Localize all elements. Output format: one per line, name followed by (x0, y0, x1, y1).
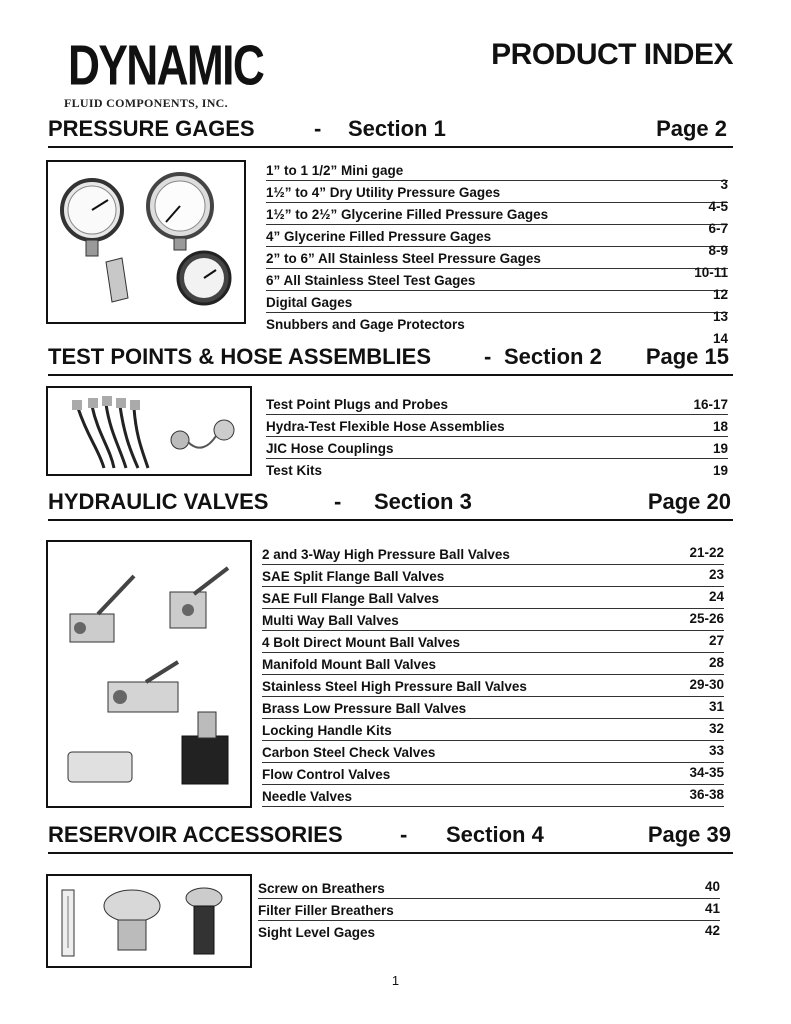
section-4-header (48, 818, 733, 854)
company-logo (62, 34, 292, 110)
list-item[interactable]: Manifold Mount Ball Valves 28 (262, 652, 724, 675)
section-number: Section 1 (348, 116, 446, 141)
list-item[interactable]: 4 Bolt Direct Mount Ball Valves 27 (262, 630, 724, 653)
section-sep: - (314, 116, 322, 141)
list-item[interactable]: 2” to 6” All Stainless Steel Pressure Gages 10-11 (266, 246, 728, 269)
list-item[interactable]: 6” All Stainless Steel Test Gages 12 (266, 268, 728, 291)
section-page: Page 15 (645, 344, 729, 369)
section-number: Section 4 (446, 822, 544, 847)
list-item[interactable]: JIC Hose Couplings 19 (266, 436, 728, 459)
section-name: RESERVOIR ACCESSORIES (48, 822, 343, 847)
list-item[interactable]: Sight Level Gages 42 (258, 923, 720, 940)
section-number: Section 3 (374, 489, 472, 514)
list-item[interactable]: Snubbers and Gage Protectors 14 (266, 317, 728, 346)
pressure-gages-photo (46, 160, 246, 324)
list-item[interactable]: Hydra-Test Flexible Hose Assemblies 18 (266, 414, 728, 437)
list-item[interactable]: Carbon Steel Check Valves 33 (262, 740, 724, 763)
section-name: PRESSURE GAGES (48, 116, 255, 141)
section-name: HYDRAULIC VALVES (48, 489, 269, 514)
gauge-icon (48, 162, 244, 322)
list-item[interactable]: Multi Way Ball Valves 25-26 (262, 608, 724, 631)
test-points-photo (46, 386, 252, 476)
list-item[interactable]: Filter Filler Breathers 41 (258, 898, 720, 921)
section-2-header (48, 340, 733, 376)
list-item[interactable]: Needle Valves 36-38 (262, 784, 724, 807)
section-number: Section 2 (504, 344, 602, 369)
list-item[interactable]: Digital Gages 13 (266, 290, 728, 313)
section-3-header (48, 485, 733, 521)
breather-icon (48, 876, 250, 966)
list-item[interactable]: 1½” to 4” Dry Utility Pressure Gages 4-5 (266, 180, 728, 203)
list-item[interactable]: Test Point Plugs and Probes 16-17 (266, 392, 728, 415)
logo-wordmark: DYNAMIC (68, 34, 264, 97)
section-sep: - (400, 822, 408, 847)
list-item[interactable]: Locking Handle Kits 32 (262, 718, 724, 741)
list-item[interactable]: Stainless Steel High Pressure Ball Valves 29-30 (262, 674, 724, 697)
list-item[interactable]: Flow Control Valves 34-35 (262, 762, 724, 785)
list-item[interactable]: Test Kits 19 (266, 463, 728, 478)
section-name: TEST POINTS & HOSE ASSEMBLIES (48, 344, 432, 369)
list-item[interactable]: Screw on Breathers 40 (258, 876, 720, 899)
page-number: 1 (391, 973, 400, 988)
section-page: Page 39 (647, 822, 731, 847)
list-item[interactable]: 1½” to 2½” Glycerine Filled Pressure Gages 6-7 (266, 202, 728, 225)
section-page: Page 20 (647, 489, 731, 514)
reservoir-accessories-photo (46, 874, 252, 968)
list-item[interactable]: Brass Low Pressure Ball Valves 31 (262, 696, 724, 719)
list-item[interactable]: 4” Glycerine Filled Pressure Gages 8-9 (266, 224, 728, 247)
list-item[interactable]: 2 and 3-Way High Pressure Ball Valves 21-22 (262, 542, 724, 565)
page-title: PRODUCT INDEX (491, 38, 733, 71)
section-sep: - (484, 344, 492, 369)
section-1-header (48, 112, 733, 148)
hose-icon (48, 388, 250, 474)
list-item[interactable]: 1” to 1 1/2” Mini gage 3 (266, 158, 728, 181)
logo-subtitle: FLUID COMPONENTS, INC. (64, 96, 228, 110)
list-item[interactable]: SAE Full Flange Ball Valves 24 (262, 586, 724, 609)
section-page: Page 2 (656, 116, 727, 141)
list-item[interactable]: SAE Split Flange Ball Valves 23 (262, 564, 724, 587)
section-sep: - (334, 489, 342, 514)
valve-icon (48, 542, 250, 806)
hydraulic-valves-photo (46, 540, 252, 808)
